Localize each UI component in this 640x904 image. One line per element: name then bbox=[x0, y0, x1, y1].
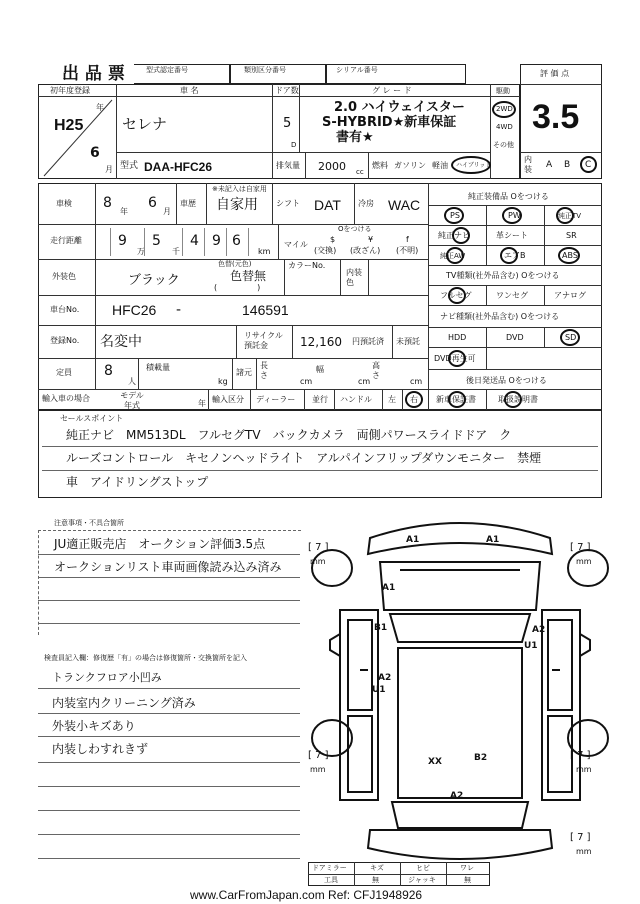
mark-a1-hood: A1 bbox=[382, 583, 396, 593]
later-manual: 取扱説明書 bbox=[498, 395, 538, 404]
first-reg-label: 初年度登録 bbox=[50, 86, 90, 95]
tv-oneseg: ワンセグ bbox=[496, 291, 528, 300]
fuel-label: 燃料 bbox=[372, 161, 388, 170]
odo-sym-3: f bbox=[406, 235, 409, 244]
interior-grade-c: C bbox=[585, 160, 592, 170]
chassis-label: 車台No. bbox=[50, 305, 80, 314]
width-label: 幅 bbox=[316, 365, 324, 374]
drive-2wd-circle bbox=[492, 101, 516, 118]
nav-sd: SD bbox=[565, 333, 577, 342]
inspector-line-4: 内装しわすれきず bbox=[52, 742, 149, 756]
repaint-value: 色替無 bbox=[230, 269, 267, 283]
height-label: 高さ bbox=[372, 361, 380, 380]
tv-analog: アナログ bbox=[554, 291, 586, 300]
sales-line-2: ルーズコントロール キセノンヘッドライト アルパインフリップダウンモニター 禁煙 bbox=[66, 451, 542, 465]
odo-sym-2: ¥ bbox=[368, 235, 374, 244]
nav-dvd: DVD bbox=[506, 333, 524, 342]
tire-rl-depth: [ 7 ] bbox=[308, 750, 329, 761]
equip-abs-circle bbox=[558, 247, 580, 264]
nav-dvd-play: DVD再生可 bbox=[434, 354, 476, 363]
equip-airbag: エアB bbox=[504, 251, 526, 260]
mark-a2-right: A2 bbox=[532, 625, 546, 635]
spare-depth: [ 7 ] bbox=[570, 832, 591, 843]
equip-abs: ABS bbox=[562, 251, 578, 260]
equip-tv-circle bbox=[556, 207, 574, 224]
later-warranty: 新車保証書 bbox=[436, 395, 476, 404]
tire-fr-depth: [ 7 ] bbox=[570, 542, 591, 553]
month-unit: 月 bbox=[105, 165, 113, 174]
grade-label: グ レ ー ド bbox=[372, 86, 412, 95]
interior-grade-b: B bbox=[564, 160, 571, 170]
grade-line2: S-HYBRID★新車保証 bbox=[322, 115, 457, 130]
nav-title: ナビ種類(社外品含む) Oをつける bbox=[440, 312, 560, 321]
tv-title: TV種類(社外品含む) Oをつける bbox=[446, 271, 560, 280]
mark-u1-right: U1 bbox=[524, 641, 538, 651]
tire-rl-mm: mm bbox=[310, 765, 326, 774]
handle-right: 右 bbox=[410, 395, 418, 404]
drive-other: その他 bbox=[493, 141, 514, 149]
chassis-model: HFC26 bbox=[112, 302, 157, 318]
equip-nav: 純正ナビ bbox=[438, 231, 470, 240]
equip-pw-circle bbox=[502, 207, 522, 224]
mileage-digit-1: 9 bbox=[118, 233, 127, 249]
length-label: 長さ bbox=[260, 361, 268, 380]
mark-a2-left: A2 bbox=[378, 673, 392, 683]
year-unit: 年 bbox=[96, 103, 104, 112]
chassis-dash: - bbox=[176, 302, 182, 318]
notes-line-2: オークションリスト車両画像読み込み済み bbox=[54, 560, 282, 574]
capacity-value: 8 bbox=[104, 363, 113, 379]
history-note: ※未記入は自家用 bbox=[212, 185, 267, 193]
interior-color-label: 内装色 bbox=[346, 268, 362, 287]
odo-exchange: (交換) bbox=[314, 246, 337, 255]
car-name: セレナ bbox=[122, 115, 168, 133]
recycle-value: 12,160 bbox=[300, 335, 342, 349]
handle-right-circle bbox=[405, 391, 423, 408]
mileage-digit-3: 4 bbox=[190, 233, 199, 249]
mileage-label: 走行距離 bbox=[50, 236, 82, 245]
color-label: 外装色 bbox=[52, 272, 76, 281]
inspector-line-1: トランクフロア小凹み bbox=[52, 671, 162, 684]
serial-label: シリアル番号 bbox=[336, 66, 378, 74]
recycle-unpaid: 未預託 bbox=[396, 337, 420, 346]
plate-label: 登録No. bbox=[50, 336, 80, 345]
displacement-label: 排気量 bbox=[276, 161, 300, 170]
doors-label: ドア数 bbox=[275, 86, 299, 95]
nav-sd-circle bbox=[560, 329, 580, 346]
later-manual-circle bbox=[504, 391, 522, 408]
model-label: 型式 bbox=[120, 161, 139, 171]
legend-scratch: キズ bbox=[370, 864, 384, 872]
history-value: 自家用 bbox=[216, 197, 258, 213]
color-value: ブラック bbox=[128, 273, 180, 288]
inspection-month: 6 bbox=[148, 195, 157, 211]
mark-b1-left: B1 bbox=[374, 623, 388, 633]
tire-fr-mm: mm bbox=[576, 557, 592, 566]
nav-hdd: HDD bbox=[448, 333, 467, 342]
odo-sym-1: $ bbox=[330, 235, 336, 244]
mark-a2-rear-bumper: A2 bbox=[450, 791, 464, 801]
height-cm-unit: cm bbox=[410, 377, 423, 386]
equip-sr: SR bbox=[566, 231, 577, 240]
nav-dvd-play-circle bbox=[448, 350, 466, 367]
page-title: 出 品 票 bbox=[62, 64, 125, 84]
inspector-label: 検査員記入欄：修復歴「有」の場合は修復箇所・交換箇所を記入 bbox=[44, 654, 247, 662]
model-year-unit: 年 bbox=[198, 399, 206, 408]
model-cert-label: 型式認定番号 bbox=[146, 66, 188, 74]
category-label: 類別区分番号 bbox=[244, 66, 286, 74]
equipment-title: 純正装備品 Oをつける bbox=[468, 192, 549, 201]
interior-label: 内装 bbox=[524, 155, 532, 174]
displacement-value: 2000 bbox=[318, 160, 346, 173]
length-cm-unit: cm bbox=[300, 377, 313, 386]
interior-grade-a: A bbox=[546, 160, 553, 170]
person-unit: 人 bbox=[128, 377, 136, 386]
car-name-label: 車 名 bbox=[180, 86, 199, 95]
mark-xx-rear: XX bbox=[428, 757, 442, 767]
legend-tools-label: 工具 bbox=[324, 876, 338, 884]
inspection-year-unit: 年 bbox=[120, 207, 128, 216]
inspection-month-unit: 月 bbox=[163, 207, 171, 216]
legend-tools-3: 無 bbox=[464, 876, 471, 884]
ac-label: 冷房 bbox=[358, 199, 374, 208]
score-label: 評 価 点 bbox=[540, 69, 570, 78]
repaint-label: 色替(元色) bbox=[218, 260, 252, 268]
recycle-status: 円預託済 bbox=[352, 337, 384, 346]
notes-line-1: JU適正販売店 オークション評価3.5点 bbox=[54, 537, 266, 551]
shift-value: DAT bbox=[314, 197, 341, 213]
car-damage-diagram bbox=[300, 510, 620, 870]
km-unit: km bbox=[258, 247, 271, 256]
mileage-digit-4: 9 bbox=[212, 233, 221, 249]
odo-tampered: (改ざん) bbox=[350, 246, 381, 255]
equip-ps: PS bbox=[450, 211, 460, 220]
history-label: 車歴 bbox=[180, 199, 196, 208]
doors: 5 bbox=[283, 116, 292, 131]
mark-u1-left: U1 bbox=[372, 685, 386, 695]
reg-year: H25 bbox=[54, 117, 84, 134]
equip-airbag-circle bbox=[500, 247, 518, 264]
plate-value: 名変中 bbox=[100, 334, 142, 350]
repaint-paren: ( ) bbox=[214, 283, 261, 292]
legend-break: ワレ bbox=[460, 864, 474, 872]
equip-nav-circle bbox=[452, 227, 470, 244]
fuel-hybrid-circle bbox=[451, 156, 491, 174]
handle-label: ハンドル bbox=[340, 395, 372, 404]
color-no-label: カラーNo. bbox=[288, 261, 326, 270]
model-value: DAA-HFC26 bbox=[144, 160, 213, 174]
inspection-label: 車検 bbox=[56, 199, 72, 208]
tv-fullseg-circle bbox=[448, 287, 466, 304]
grade-line1: 2.0 ハイウェイスター bbox=[334, 100, 465, 115]
mark-a1-bumper-left: A1 bbox=[406, 535, 420, 545]
sen-unit: 千 bbox=[172, 247, 180, 256]
door-suffix: D bbox=[291, 141, 297, 149]
dims-label: 諸元 bbox=[236, 368, 252, 377]
man-unit: 万 bbox=[137, 247, 145, 256]
width-cm-unit: cm bbox=[358, 377, 371, 386]
equip-leather: 革シート bbox=[496, 231, 528, 240]
odo-circle-note: Oをつける bbox=[338, 225, 372, 233]
mark-a1-bumper-right: A1 bbox=[486, 535, 500, 545]
inspection-year: 8 bbox=[103, 195, 112, 211]
kg-unit: kg bbox=[218, 377, 228, 386]
handle-left: 左 bbox=[388, 395, 396, 404]
legend-tools-2: ジャッキ bbox=[408, 876, 436, 884]
equip-tv: 純正TV bbox=[558, 212, 582, 220]
tire-rr-depth: [ 7 ] bbox=[570, 750, 591, 761]
sales-line-1: 純正ナビ MM513DL フルセグTV バックカメラ 両側パワースライドドア ク bbox=[66, 428, 512, 442]
chassis-number: 146591 bbox=[242, 302, 289, 318]
ac-value: WAC bbox=[388, 197, 421, 213]
inspector-line-2: 内装室内クリーニング済み bbox=[52, 696, 196, 710]
spare-mm: mm bbox=[576, 847, 592, 856]
load-label: 積載量 bbox=[146, 363, 170, 372]
legend-mirror: ドアミラー bbox=[312, 864, 347, 872]
import-dealer: ディーラー bbox=[256, 395, 296, 404]
score-value: 3.5 bbox=[532, 98, 580, 136]
equip-pw: PW bbox=[508, 211, 521, 220]
tire-fl-depth: [ 7 ] bbox=[308, 542, 329, 553]
equip-aw: 純正AW bbox=[440, 252, 466, 260]
fuel-gasoline: ガソリン bbox=[394, 161, 426, 170]
recycle-label: リサイクル預託金 bbox=[244, 331, 283, 350]
import-label: 輸入車の場合 bbox=[42, 394, 90, 403]
drive-label: 駆動 bbox=[496, 87, 510, 95]
drive-4wd: 4WD bbox=[496, 123, 513, 131]
mile-label: マイル bbox=[284, 240, 308, 249]
tire-rr-mm: mm bbox=[576, 765, 592, 774]
notes-label: 注意事項・不具合箇所 bbox=[54, 519, 124, 527]
sales-line-3: 車 アイドリングストップ bbox=[66, 475, 209, 489]
grade-line3: 書有★ bbox=[336, 130, 374, 145]
fuel-diesel: 軽油 bbox=[432, 161, 448, 170]
mileage-digit-2: 5 bbox=[152, 233, 161, 249]
legend-crack: ヒビ bbox=[416, 864, 430, 872]
tv-fullseg: フルセグ bbox=[440, 291, 472, 300]
equip-aw-circle bbox=[446, 247, 464, 264]
interior-grade-circle bbox=[580, 156, 597, 173]
sales-points-label: セールスポイント bbox=[60, 414, 124, 423]
shift-label: シフト bbox=[276, 199, 300, 208]
later-title: 後日発送品 Oをつける bbox=[466, 376, 547, 385]
watermark: www.CarFromJapan.com Ref: CFJ1948926 bbox=[186, 889, 426, 901]
model-year-label: モデル年式 bbox=[120, 391, 144, 410]
later-warranty-circle bbox=[448, 391, 466, 408]
equip-ps-circle bbox=[444, 207, 464, 224]
import-parallel: 並行 bbox=[312, 395, 328, 404]
reg-month: 6 bbox=[90, 145, 100, 161]
drive-2wd: 2WD bbox=[496, 105, 513, 113]
capacity-label: 定員 bbox=[56, 368, 72, 377]
mileage-digit-5: 6 bbox=[232, 233, 241, 249]
cc-unit: cc bbox=[356, 168, 364, 176]
legend-tools-1: 無 bbox=[372, 876, 379, 884]
mark-b2-rear: B2 bbox=[474, 753, 488, 763]
odo-unknown: (不明) bbox=[396, 246, 419, 255]
inspector-line-3: 外装小キズあり bbox=[52, 719, 136, 733]
import-type-label: 輸入区分 bbox=[212, 395, 244, 404]
tire-fl-mm: mm bbox=[310, 557, 326, 566]
fuel-hybrid: ハイブリッド bbox=[456, 162, 492, 169]
